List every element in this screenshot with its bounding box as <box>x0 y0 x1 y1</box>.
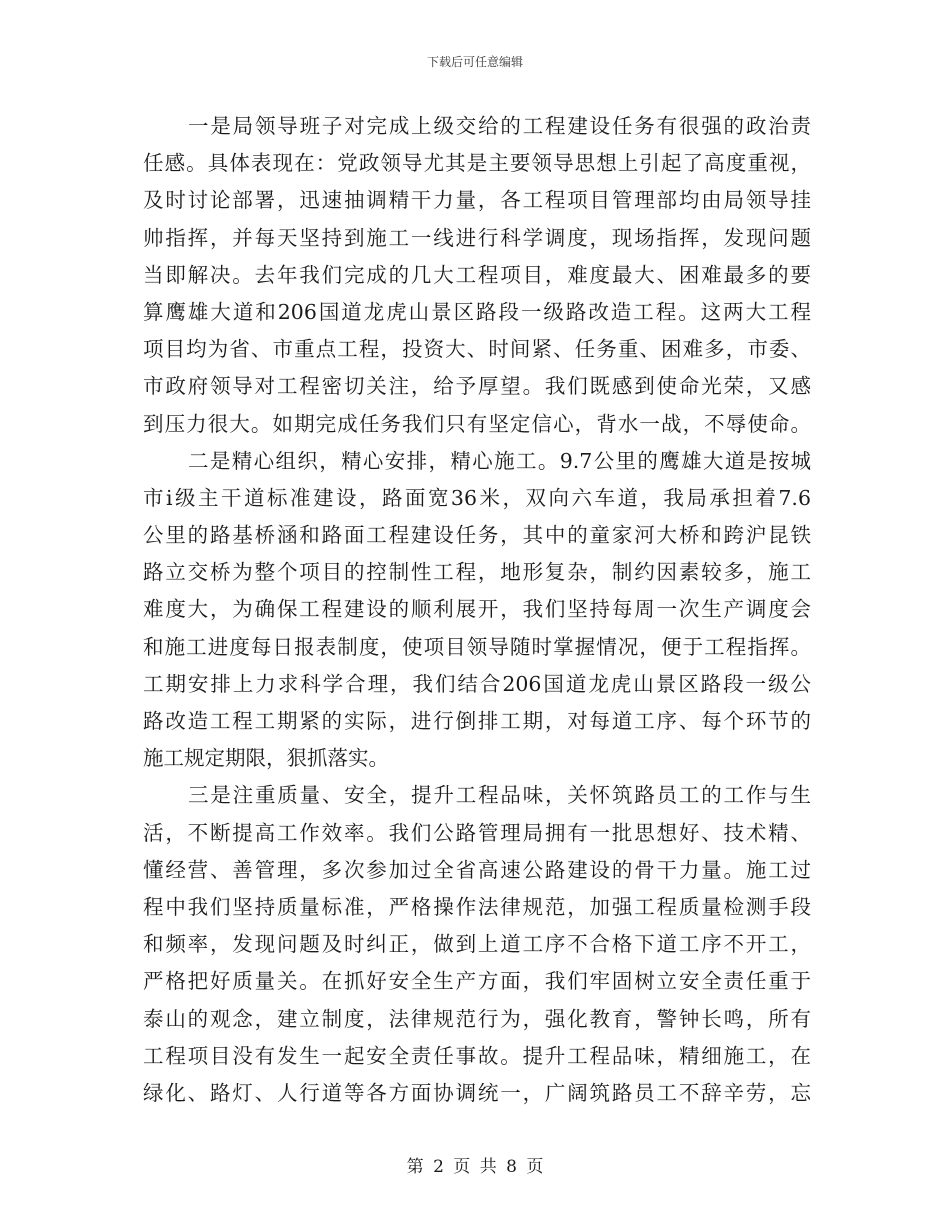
text-line: 活，不断提高工作效率。我们公路管理局拥有一批思想好、技术精、 <box>143 820 811 845</box>
text-line: 路立交桥为整个项目的控制性工程，地形复杂，制约因素较多，施工 <box>143 560 811 585</box>
text-line: 施工规定期限，狠抓落实。 <box>143 746 389 771</box>
text-line: 和施工进度每日报表制度，使项目领导随时掌握情况，便于工程指挥。 <box>143 634 811 659</box>
text-line: 公里的路基桥涵和路面工程建设任务，其中的童家河大桥和跨沪昆铁 <box>143 523 811 548</box>
text-line: 路改造工程工期紧的实际，进行倒排工期，对每道工序、每个环节的 <box>143 709 811 733</box>
text-line: 泰山的观念，建立制度，法律规范行为，强化教育，警钟长鸣，所有 <box>143 1006 811 1031</box>
text-line: 三是注重质量、安全，提升工程品味，关怀筑路员工的工作与生 <box>188 783 811 808</box>
text-line: 项目均为省、市重点工程，投资大、时间紧、任务重、困难多，市委、 <box>143 337 811 362</box>
text-line: 到压力很大。如期完成任务我们只有坚定信心，背水一战，不辱使命。 <box>143 411 811 436</box>
paragraph-1 <box>143 108 811 443</box>
paragraph-3 <box>143 777 811 1112</box>
text-line: 帅指挥，并每天坚持到施工一线进行科学调度，现场指挥，发现问题 <box>143 225 811 250</box>
text-line: 算鹰雄大道和206国道龙虎山景区路段一级路改造工程。这两大工程 <box>143 299 811 324</box>
text-line: 一是局领导班子对完成上级交给的工程建设任务有很强的政治责 <box>188 114 811 138</box>
paragraph-2 <box>143 443 811 778</box>
document-body <box>143 108 811 1112</box>
text-line: 严格把好质量关。在抓好安全生产方面，我们牢固树立安全责任重于 <box>143 969 811 994</box>
text-line: 工期安排上力求科学合理，我们结合206国道龙虎山景区路段一级公 <box>143 671 811 696</box>
text-line: 工程项目没有发生一起安全责任事故。提升工程品味，精细施工，在 <box>143 1043 811 1068</box>
page-number-footer: 第 2 页 共 8 页 <box>406 1157 544 1177</box>
text-line: 及时讨论部署，迅速抽调精干力量，各工程项目管理部均由局领导挂 <box>143 188 811 213</box>
page-header: 下载后可任意编辑 <box>426 55 523 69</box>
text-line: 绿化、路灯、人行道等各方面协调统一，广阔筑路员工不辞辛劳，忘 <box>143 1080 811 1105</box>
text-line: 市政府领导对工程密切关注，给予厚望。我们既感到使命光荣，又感 <box>143 374 811 399</box>
text-line: 和频率，发现问题及时纠正，做到上道工序不合格下道工序不开工， <box>143 932 811 957</box>
text-line: 懂经营、善管理，多次参加过全省高速公路建设的骨干力量。施工过 <box>143 857 811 882</box>
text-line: 当即解决。去年我们完成的几大工程项目，难度最大、困难最多的要 <box>143 262 811 287</box>
text-line: 程中我们坚持质量标准，严格操作法律规范，加强工程质量检测手段 <box>143 894 811 919</box>
text-line: 市ⅰ级主干道标准建设，路面宽36米，双向六车道，我局承担着7.6 <box>143 485 811 510</box>
text-line: 二是精心组织，精心安排，精心施工。9.7公里的鹰雄大道是按城 <box>188 448 811 473</box>
text-line: 难度大，为确保工程建设的顺利展开，我们坚持每周一次生产调度会 <box>143 597 811 622</box>
text-line: 任感。具体表现在：党政领导尤其是主要领导思想上引起了高度重视， <box>143 151 811 176</box>
